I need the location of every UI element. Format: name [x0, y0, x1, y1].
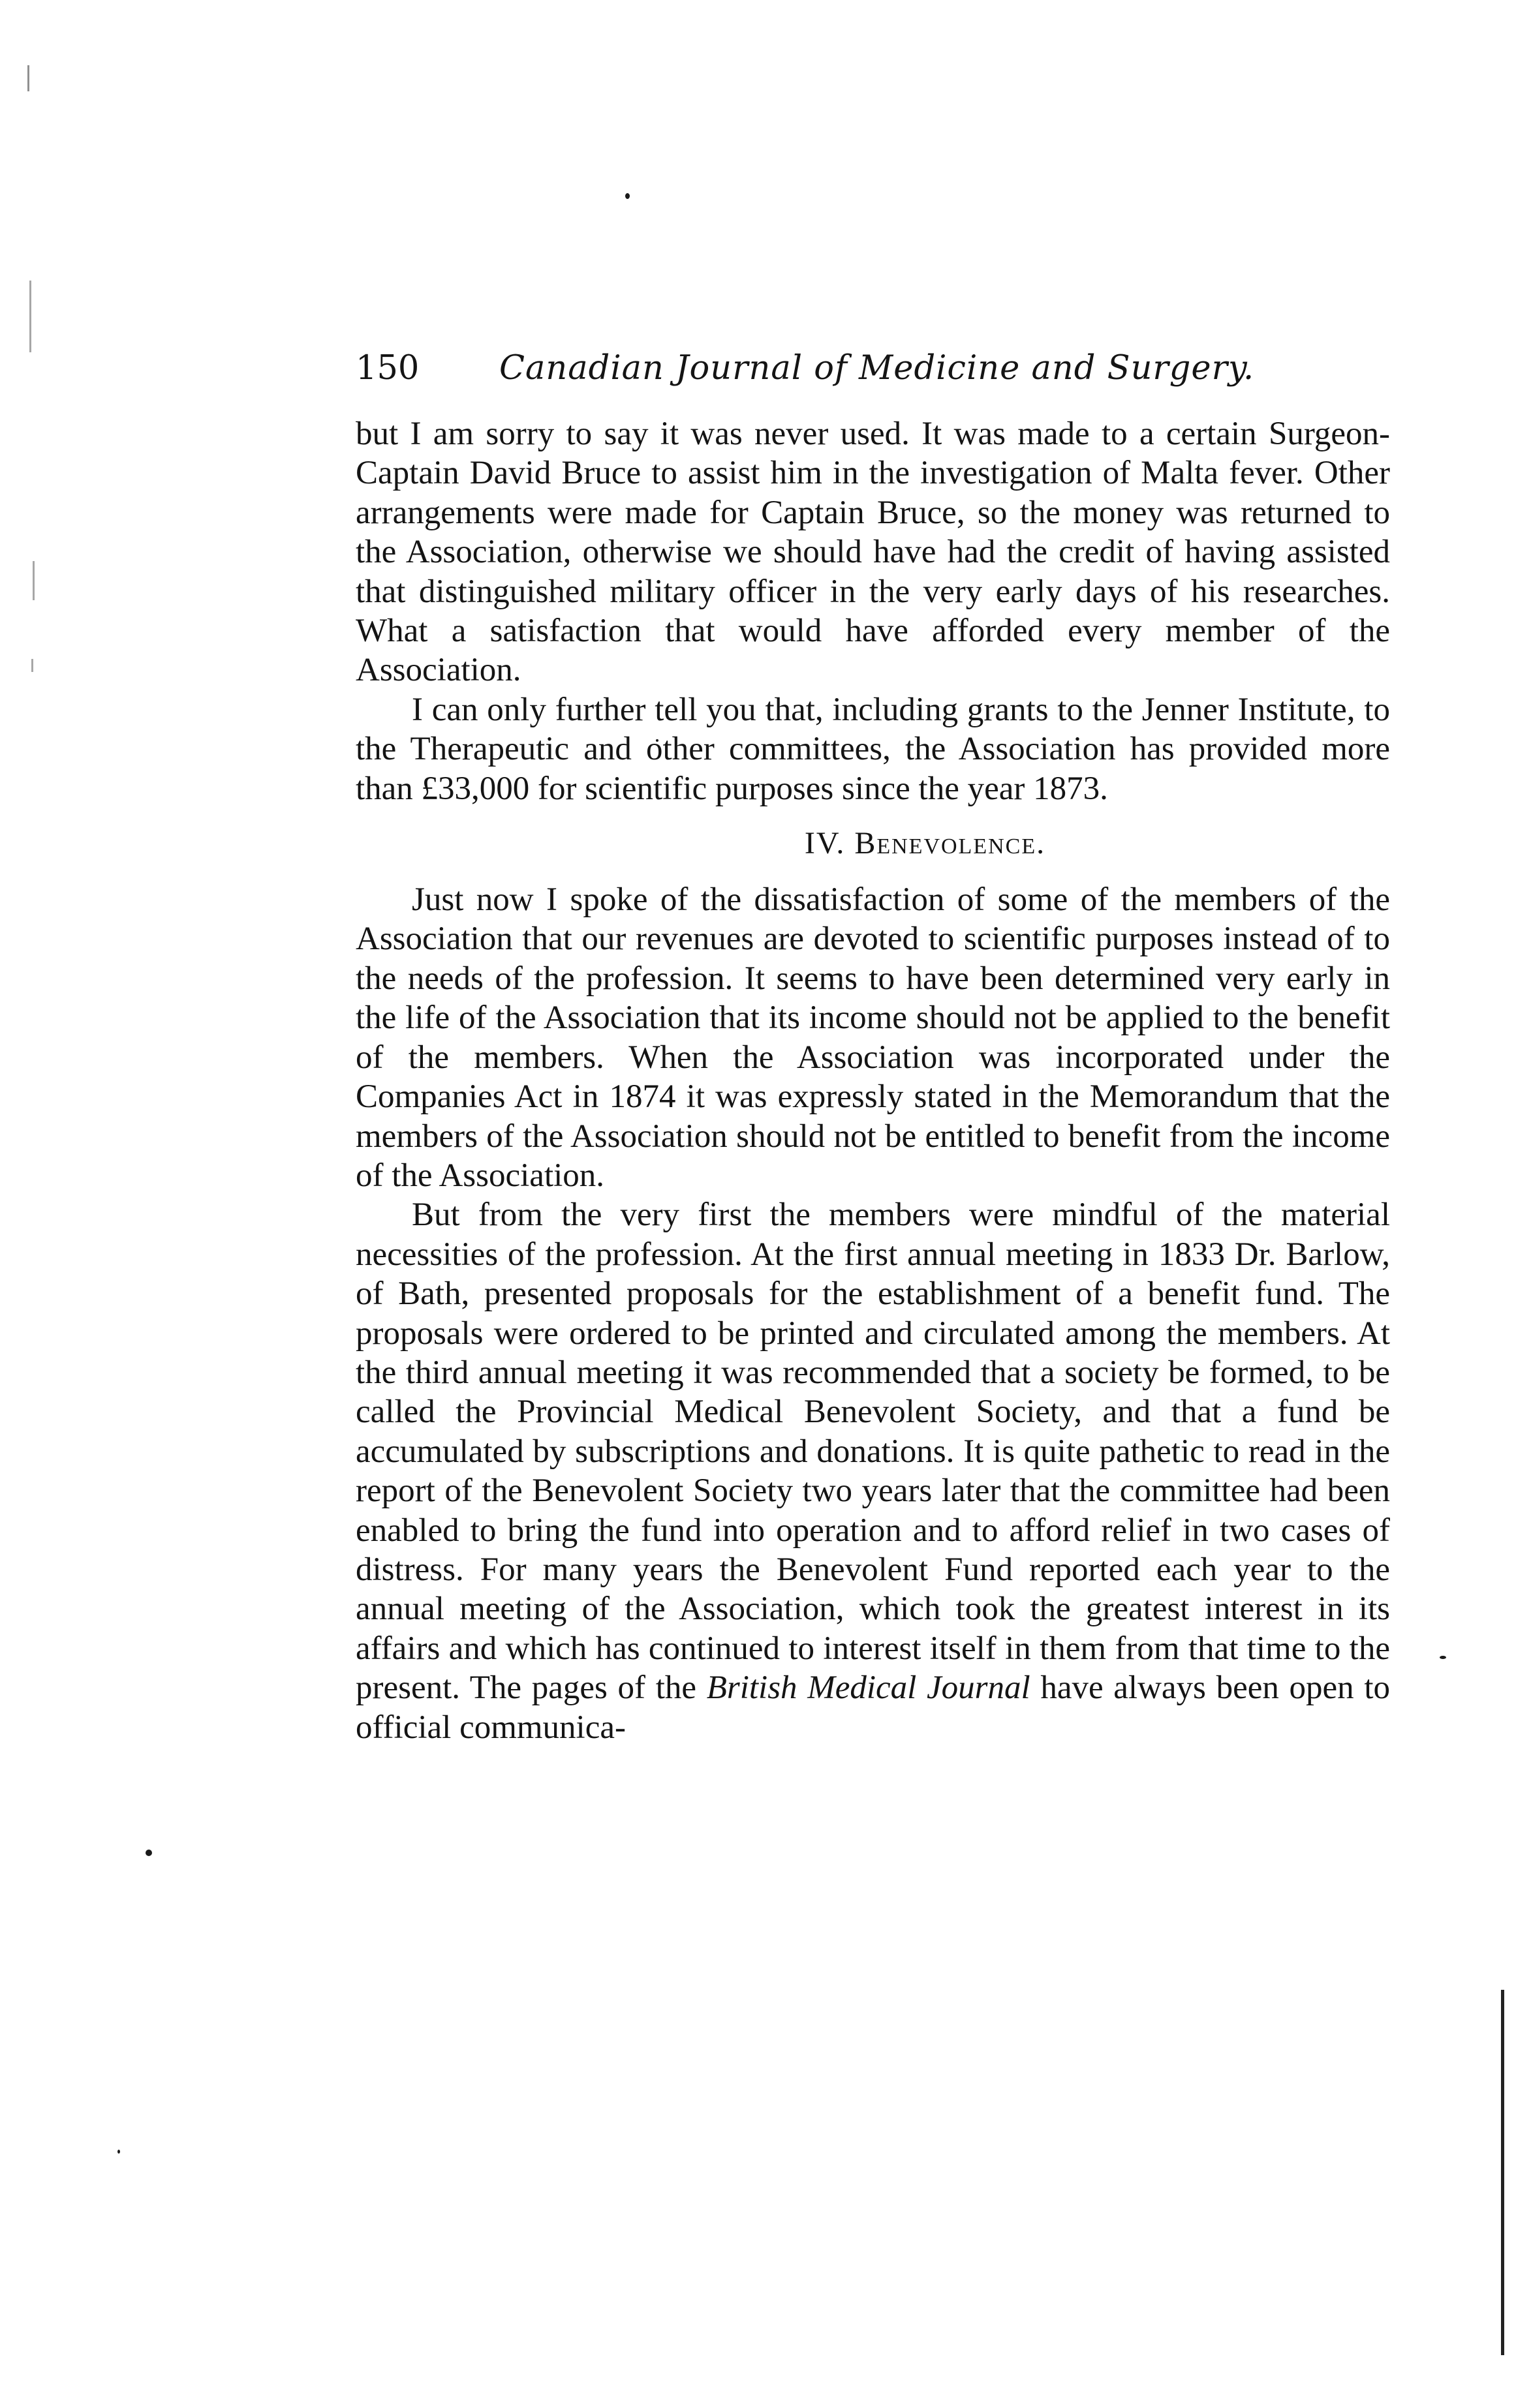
paragraph-text: but I am sorry to say it was never used. It was made to a certain Surgeon-Captain David Bruce to assist him in the investigation of Malta fever. Other arrangements were made for Captain Bruce, so the money was returned to the Association, otherwise we should have had the credit of having assisted that distinguished military officer in the very early days of his researches. What a satisfaction that would have afforded every member of the Association. [356, 416, 1390, 689]
section-numeral: IV. [804, 826, 846, 861]
running-header [356, 343, 1387, 395]
article-body [356, 414, 1390, 1747]
scan-speck [146, 1850, 152, 1856]
section-heading [356, 824, 1390, 863]
paragraph-text-tail: have always been open to official communica- [356, 1669, 1390, 1746]
paragraph [356, 880, 1390, 1195]
page-edge-mark [1501, 1990, 1504, 2355]
section-title: Benevolence. [854, 826, 1046, 861]
page-edge-mark [31, 659, 33, 672]
paragraph [356, 690, 1390, 808]
page-number: 150 [356, 349, 420, 388]
scan-speck [117, 2150, 120, 2154]
paragraph-text: I can only further tell you that, including grants to the Jenner Institute, to the Therapeutic and other committees, the Association has provided more than £33,000 for scientific purposes since the year 1873. [356, 691, 1390, 807]
page-edge-mark [27, 65, 29, 91]
page-edge-mark [29, 281, 31, 352]
paragraph-text: But from the very first the members were mindful of the material necessities of the profession. At the first annual meeting in 1833 Dr. Barlow, of Bath, presented proposals for the establishment of a benefit fund. The proposals were ordered to be printed and circulated among the members. At the third annual meeting it was recommended that a society be formed, to be called the Provincial Medical Benevolent Society, and that a fund be accumulated by subscriptions and donations. It is quite pathetic to read in the report of the Benevolent Society two years later that the committee had been enabled to bring the fund into operation and to afford relief in two cases of distress. For many years the Benevolent Fund reported each year to the annual meeting of the Association, which took the greatest interest in its affairs and which has continued to interest itself in them from that time to the present. The pages of the [356, 1196, 1390, 1707]
paragraph-text: Just now I spoke of the dissatisfaction of some of the members of the Association that our revenues are devoted to scientific purposes instead of to the needs of the profession. It seems to have been determined very early in the life of the Association that its income should not be applied to the benefit of the members. When the Association was incorporated under the Companies Act in 1874 it was expressly stated in the Memorandum that the members of the Association should not be entitled to benefit from the income of the Association. [356, 881, 1390, 1194]
scan-speck [625, 193, 630, 199]
journal-name-italic: British Medical Journal [706, 1669, 1030, 1707]
paragraph [356, 414, 1390, 690]
journal-title: Canadian Journal of Medicine and Surgery. [499, 349, 1255, 388]
page-edge-mark [33, 561, 35, 600]
paragraph [356, 1195, 1390, 1747]
scan-speck [1440, 1656, 1446, 1659]
